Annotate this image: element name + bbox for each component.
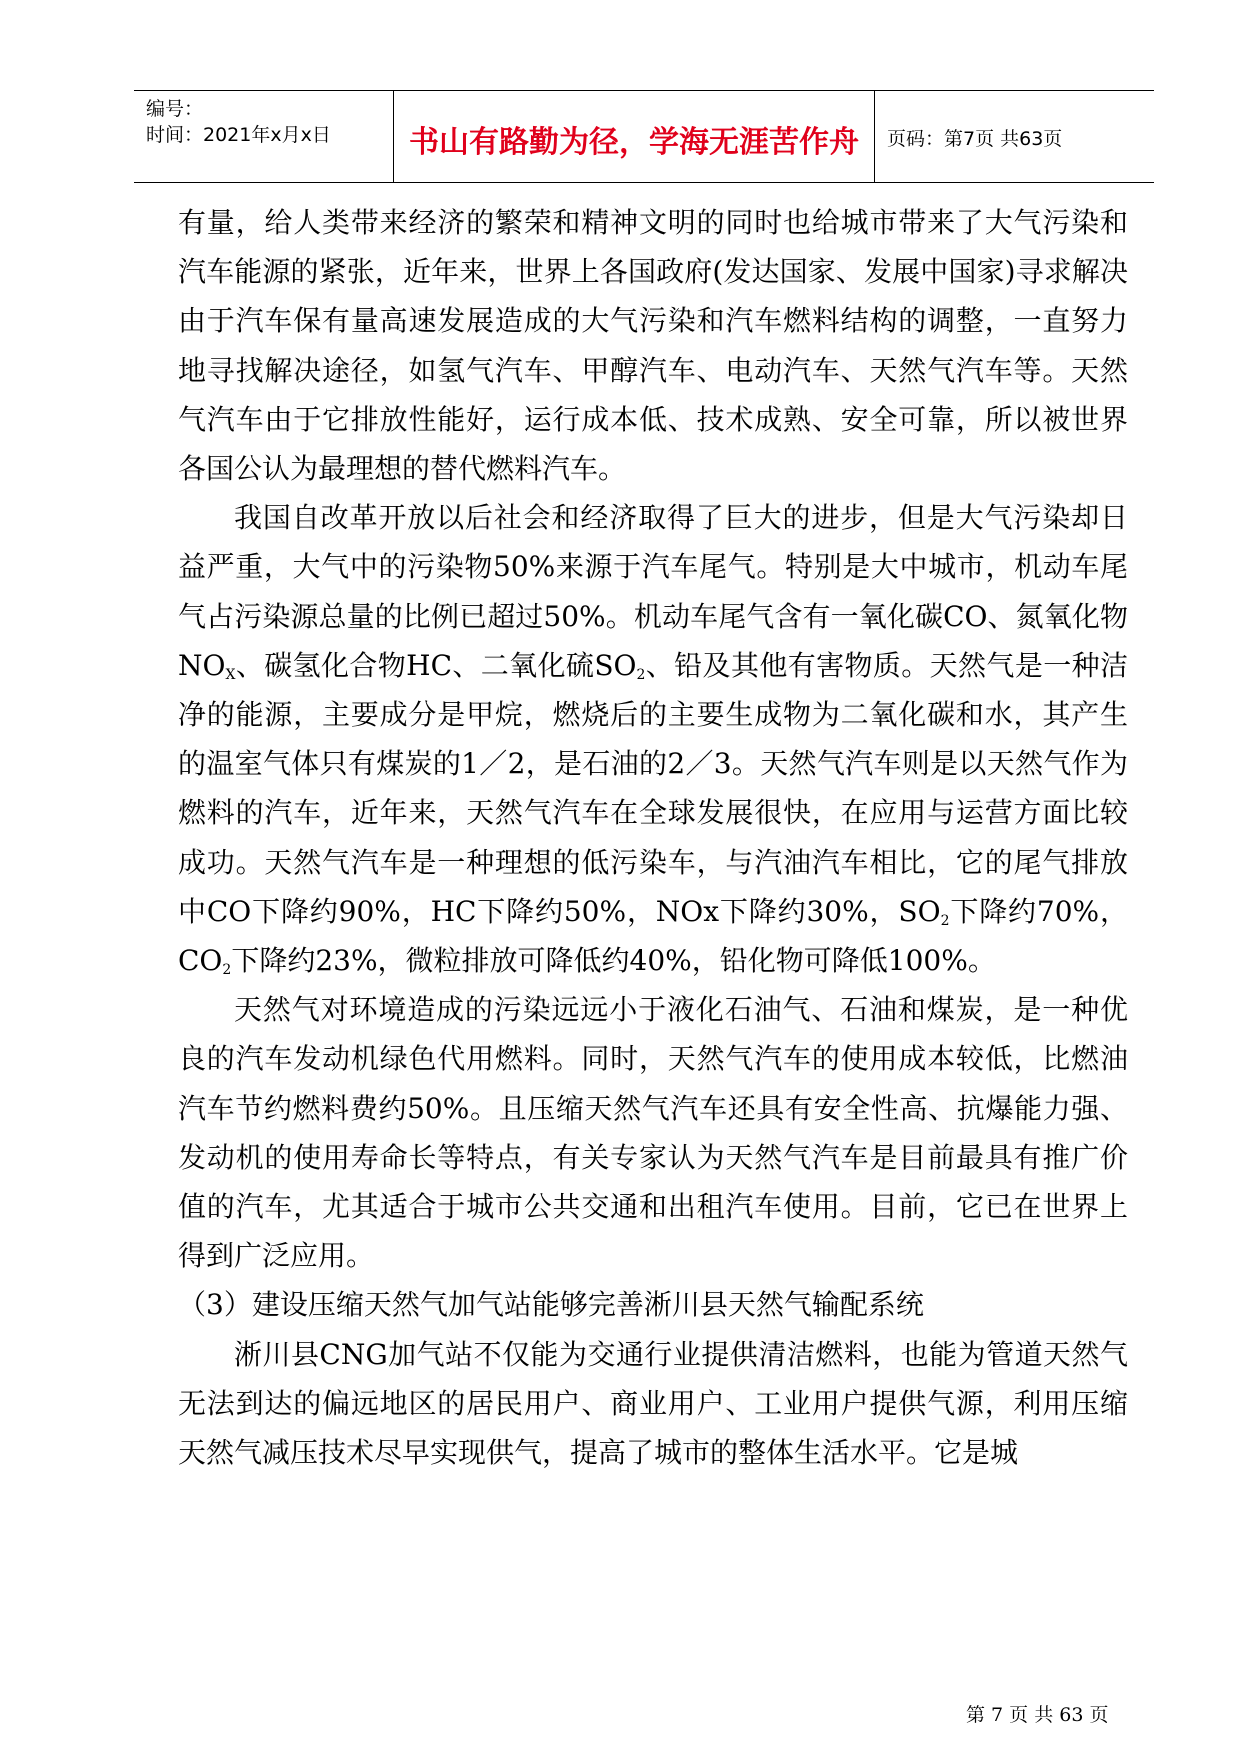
paragraph-4: 淅川县CNG加气站不仅能为交通行业提供清洁燃料，也能为管道天然气无法到达的偏远地区的居民用户、商业用户、工业用户提供气源，利用压缩天然气减压技术尽早实现供气，提高了城市的整体生活水平。它是城	[178, 1337, 1128, 1470]
header-page-cell	[875, 91, 1154, 182]
subscript: 2	[222, 962, 232, 979]
paragraph-1: 有量，给人类带来经济的繁荣和精神文明的同时也给城市带来了大气污染和汽车能源的紧张，近年来，世界上各国政府(发达国家、发展中国家)寻求解决由于汽车保有量高速发展造成的大气污染和汽车燃料结构的调整，一直努力地寻找解决途径，如氢气汽车、甲醇汽车、电动汽车、天然气汽车等。天然气汽车由于它排放性能好，运行成本低、技术成熟、安全可靠，所以被世界各国公认为最理想的替代燃料汽车。	[178, 206, 1128, 486]
paragraph-2	[178, 493, 1128, 985]
motto: 书山有路勤为径，学海无涯苦作舟	[409, 125, 859, 160]
paragraph-2-part-e: 下降约23%，微粒排放可降低约40%，铅化物可降低100%。	[231, 944, 996, 978]
paragraph-2-part-c: 、铅及其他有害物质。天然气是一种洁净的能源，主要成分是甲烷，燃烧后的主要生成物为二氧化碳和水，其产生的温室气体只有煤炭的1／2，是石油的2／3。天然气汽车则是以天然气作为燃料的汽车，近年来，天然气汽车在全球发展很快，在应用与运营方面比较成功。天然气汽车是一种理想的低污染车，与汽油汽车相比，它的尾气排放中CO下降约90%，HC下降约50%，NOx下降约30%，SO	[178, 648, 1128, 928]
paragraph-2-part-d: 下降约70%，CO	[178, 894, 1128, 978]
document-body	[178, 198, 1128, 1477]
subscript: 2	[636, 666, 646, 683]
page-footer: 第 7 页 共 63 页	[966, 1704, 1109, 1726]
subscript: 2	[940, 912, 950, 929]
paragraph-2-part-a: 我国自改革开放以后社会和经济取得了巨大的进步，但是大气污染却日益严重，大气中的污染物50%来源于汽车尾气。特别是大中城市，机动车尾气占污染源总量的比例已超过50%。机动车尾气含有一氧化碳CO、氮氧化物NO	[178, 501, 1128, 682]
subscript: X	[225, 666, 236, 683]
page-header	[134, 90, 1154, 183]
paragraph-3: 天然气对环境造成的污染远远小于液化石油气、石油和煤炭，是一种优良的汽车发动机绿色代用燃料。同时，天然气汽车的使用成本较低，比燃油汽车节约燃料费约50%。且压缩天然气汽车还具有安全性高、抗爆能力强、发动机的使用寿命长等特点，有关专家认为天然气汽车是目前最具有推广价值的汽车，尤其适合于城市公共交通和出租汽车使用。目前，它已在世界上得到广泛应用。	[178, 993, 1128, 1273]
header-motto-cell	[393, 91, 875, 182]
time-label: 时间：2021年x月x日	[146, 124, 331, 146]
header-info-cell	[134, 91, 393, 182]
number-label: 编号：	[146, 98, 204, 120]
section-heading: （3）建设压缩天然气加气站能够完善淅川县天然气输配系统	[178, 1288, 924, 1322]
paragraph-2-part-b: 、碳氢化合物HC、二氧化硫SO	[235, 648, 637, 682]
page-label: 页码：第7页 共63页	[887, 128, 1063, 150]
